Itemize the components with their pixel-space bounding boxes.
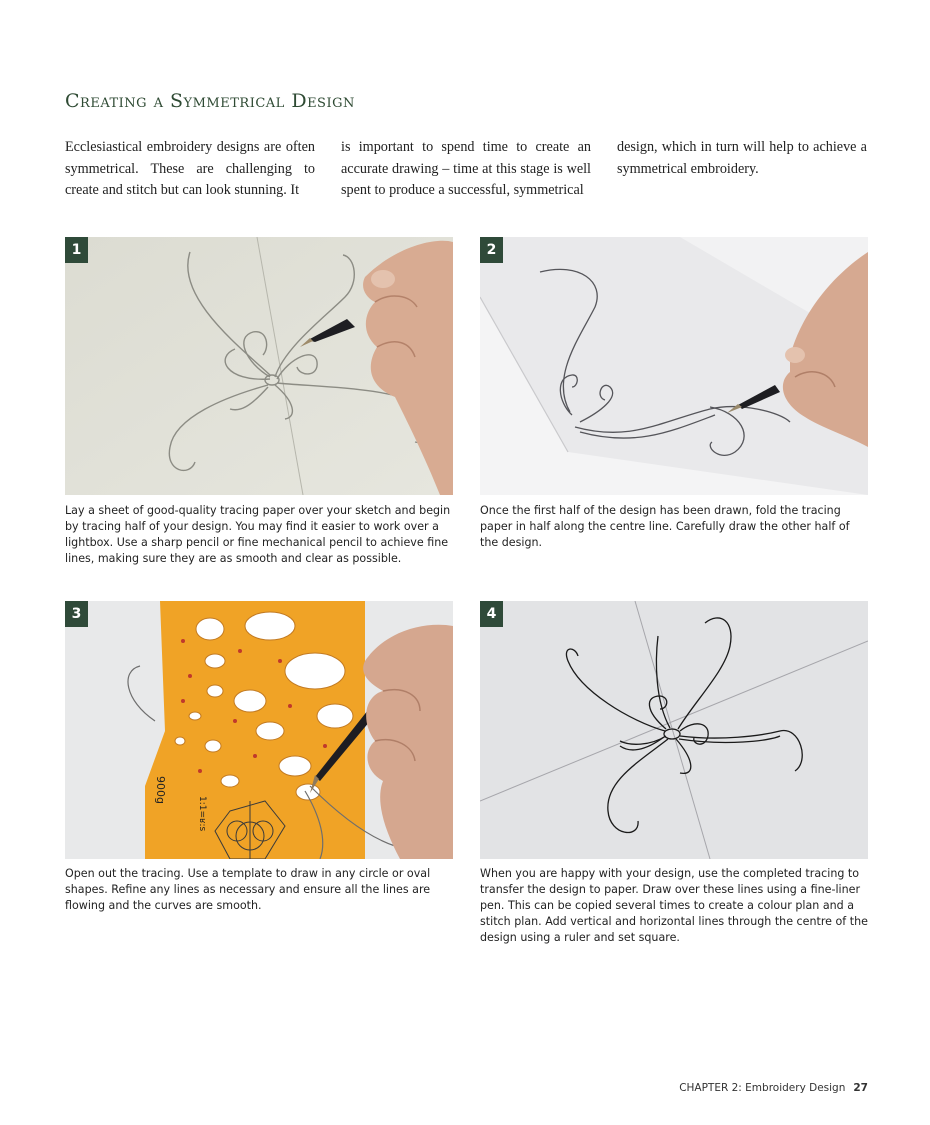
page-footer xyxy=(679,1082,868,1094)
intro-column-1: Ecclesiastical embroidery designs are often symmetrical. These are challenging to create and stitch but can look stunning. It xyxy=(65,139,315,198)
step-1-caption: Lay a sheet of good-quality tracing paper over your sketch and begin by tracing half of your design. You may find it easier to work over a lightbox. Use a sharp pencil or fine mechanical pencil to achieve fine lines, making sure they are as smooth and clear as possible. xyxy=(65,504,451,565)
step-1-photo xyxy=(65,237,453,495)
chapter-label: CHAPTER 2: Embroidery Design xyxy=(679,1082,846,1094)
page-number: 27 xyxy=(853,1082,868,1094)
intro-column-2: is important to spend time to create an accurate drawing – time at this stage is well spent to produce a successful, symmetrical xyxy=(341,139,591,198)
step-4-photo xyxy=(480,601,868,859)
step-4-caption: When you are happy with your design, use the completed tracing to transfer the design to paper. Draw over these lines using a fine-liner pen. This can be copied several times to create a colour plan and a stitch plan. Add vertical and horizontal lines through the centre of the design using a ruler and set square. xyxy=(480,867,868,944)
intro-text xyxy=(65,137,870,202)
step-2-photo xyxy=(480,237,868,495)
page-title: Creating a Symmetrical Design xyxy=(65,90,355,112)
step-badge: 3 xyxy=(65,601,88,627)
intro-column-3: design, which in turn will help to achieve a symmetrical embroidery. xyxy=(617,139,867,177)
step-badge: 1 xyxy=(65,237,88,263)
step-3-caption: Open out the tracing. Use a template to draw in any circle or oval shapes. Refine any lines as necessary and ensure all the lines are flowing and the curves are smooth. xyxy=(65,867,431,912)
step-badge: 2 xyxy=(480,237,503,263)
step-badge: 4 xyxy=(480,601,503,627)
template-label: 1:1=ʁ:s xyxy=(197,796,207,832)
step-3-photo xyxy=(65,601,453,859)
template-label: 900g xyxy=(154,776,167,804)
step-2-caption: Once the first half of the design has been drawn, fold the tracing paper in half along the centre line. Carefully draw the other half of the design. xyxy=(480,504,850,549)
